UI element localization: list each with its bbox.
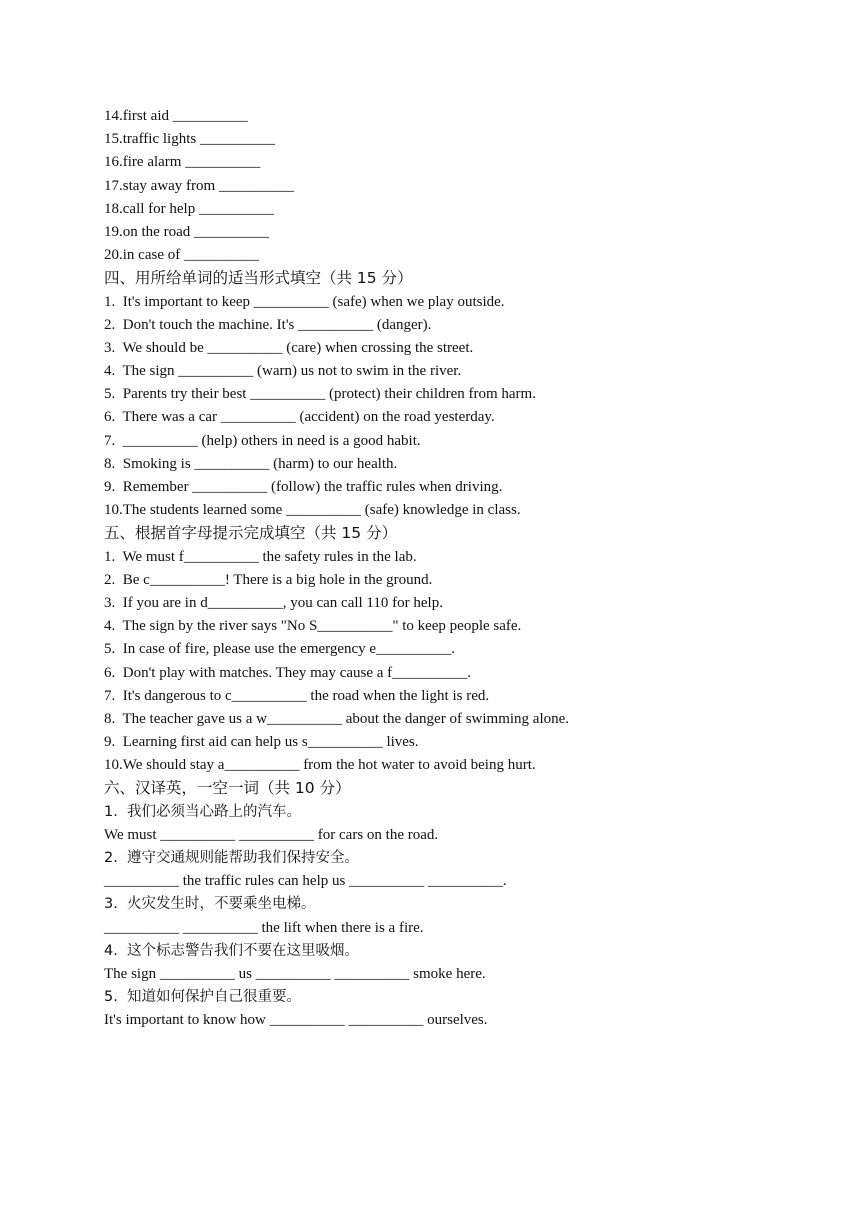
question-item: 6. There was a car __________ (accident) on the road yesterday. — [104, 409, 495, 426]
english-answer-line: __________ __________ the lift when there is a fire. — [104, 919, 424, 936]
english-answer-line: We must __________ __________ for cars on the road. — [104, 826, 439, 843]
english-answer-line: The sign __________ us __________ __________ smoke here. — [104, 965, 486, 982]
question-item: 2. Be c__________! There is a big hole in the ground. — [104, 571, 433, 588]
chinese-prompt: 1. 我们必须当心路上的汽车。 — [104, 803, 302, 820]
question-item: 4. The sign __________ (warn) us not to swim in the river. — [104, 363, 462, 380]
phrase-item: 16.fire alarm __________ — [104, 154, 261, 171]
question-item: 4. The sign by the river says "No S__________" to keep people safe. — [104, 618, 522, 635]
phrase-item: 19.on the road __________ — [104, 223, 269, 240]
phrase-item: 14.first aid __________ — [104, 108, 248, 124]
english-answer-line: __________ the traffic rules can help us __________ __________. — [104, 873, 507, 890]
english-answer-line: It's important to know how __________ __________ ourselves. — [104, 1012, 488, 1029]
question-item: 3. We should be __________ (care) when crossing the street. — [104, 339, 474, 356]
phrase-item: 17.stay away from __________ — [104, 177, 294, 194]
question-item: 10.The students learned some __________ (safe) knowledge in class. — [104, 502, 521, 519]
question-item: 9. Remember __________ (follow) the traffic rules when driving. — [104, 479, 503, 495]
question-item: 1. We must f__________ the safety rules in the lab. — [104, 548, 417, 565]
phrase-item: 15.traffic lights __________ — [104, 131, 275, 148]
question-item: 9. Learning first aid can help us s__________ lives. — [104, 734, 419, 751]
question-item: 7. __________ (help) others in need is a good habit. — [104, 432, 421, 449]
section-heading: 五、根据首字母提示完成填空（共 15 分） — [104, 524, 398, 543]
question-item: 2. Don't touch the machine. It's __________ (danger). — [104, 316, 432, 333]
question-item: 6. Don't play with matches. They may cause a f__________. — [104, 664, 471, 681]
phrase-item: 20.in case of __________ — [104, 247, 259, 264]
question-item: 3. If you are in d__________, you can call 110 for help. — [104, 594, 443, 611]
section-6 — [104, 777, 824, 1032]
section-4 — [104, 267, 824, 522]
section-5 — [104, 522, 824, 777]
chinese-prompt: 2. 遵守交通规则能帮助我们保持安全。 — [104, 850, 360, 866]
question-item: 10.We should stay a__________ from the hot water to avoid being hurt. — [104, 757, 536, 774]
question-item: 5. In case of fire, please use the emergency e__________. — [104, 641, 455, 658]
chinese-prompt: 3. 火灾发生时，不要乘坐电梯。 — [104, 896, 316, 913]
section-heading: 六、汉译英，一空一词（共 10 分） — [104, 779, 351, 798]
question-item: 1. It's important to keep __________ (safe) when we play outside. — [104, 293, 505, 310]
question-item: 7. It's dangerous to c__________ the road when the light is red. — [104, 687, 490, 704]
worksheet-page — [104, 105, 824, 1033]
section-heading: 四、用所给单词的适当形式填空（共 15 分） — [104, 269, 413, 288]
chinese-prompt: 5. 知道如何保护自己很重要。 — [104, 989, 302, 1006]
question-item: 8. Smoking is __________ (harm) to our health. — [104, 455, 398, 472]
phrase-item: 18.call for help __________ — [104, 200, 274, 217]
question-item: 8. The teacher gave us a w__________ about the danger of swimming alone. — [104, 710, 570, 727]
chinese-prompt: 4. 这个标志警告我们不要在这里吸烟。 — [104, 942, 360, 959]
section-3-tail — [104, 105, 824, 267]
question-item: 5. Parents try their best __________ (protect) their children from harm. — [104, 386, 536, 403]
